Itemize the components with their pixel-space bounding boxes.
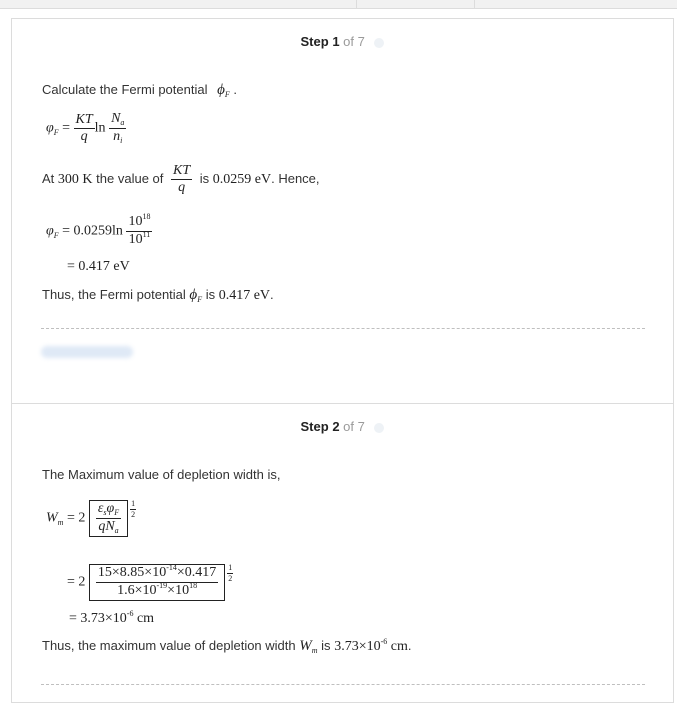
step-total: of 7 — [343, 419, 365, 434]
step-number: 1 — [332, 34, 340, 49]
depletion-width-formula: $W_m = 2$ $\frac{\varepsilon_s\varphi_F}{qN_a}$ $\frac{1}{2}$ — [46, 499, 136, 535]
step-2-intro: The Maximum value of depletion width is, — [42, 467, 281, 482]
depletion-width-result: = $3.73\times 10^{-6}$ cm — [69, 609, 155, 626]
divider — [41, 684, 645, 685]
blurred-icon — [374, 423, 384, 433]
top-tab-bar — [0, 0, 677, 9]
fermi-potential-result: = 0.417 eV — [67, 259, 130, 274]
step-1-card — [11, 18, 674, 404]
step-1-intro: Calculate the Fermi potential $\phi_F$ . — [42, 82, 237, 99]
step-1-conclusion: Thus, the Fermi potential $\phi_F$ is 0.417 eV. — [42, 287, 274, 304]
step-label: Step — [300, 419, 329, 434]
step-number: 2 — [332, 419, 340, 434]
tab-separator — [474, 0, 475, 8]
step-1-kt-line: At 300 K the value of $\frac{KT}{q}$ is 0.0259 eV. Hence, — [42, 163, 320, 195]
step-2-card — [11, 403, 674, 703]
step-2-conclusion: Thus, the maximum value of depletion width $W_m$ is $3.73\times 10^{-6}$ cm. — [42, 637, 412, 655]
tab-separator — [356, 0, 357, 8]
depletion-width-substitution: = 2 $\frac{15\times 8.85\times 10^{-14}\times 0.417}{1.6\times 10^{-19}\times 10^{18}}$ $\frac{1}{2}$ — [67, 564, 233, 601]
step-2-header — [12, 419, 673, 434]
step-label: Step — [300, 34, 329, 49]
step-total: of 7 — [343, 34, 365, 49]
fermi-potential-formula: $\varphi_F$ = $\frac{KT}{q}$ ln $\frac{N_a}{n_i}$ — [46, 111, 125, 145]
comments-link[interactable] — [41, 346, 133, 358]
step-1-header — [12, 34, 673, 49]
blurred-icon — [374, 38, 384, 48]
fermi-potential-substitution: $\varphi_F = 0.0259\ln$ $\frac{10^{18}}{10^{11}}$ — [46, 212, 151, 247]
divider — [41, 328, 645, 329]
